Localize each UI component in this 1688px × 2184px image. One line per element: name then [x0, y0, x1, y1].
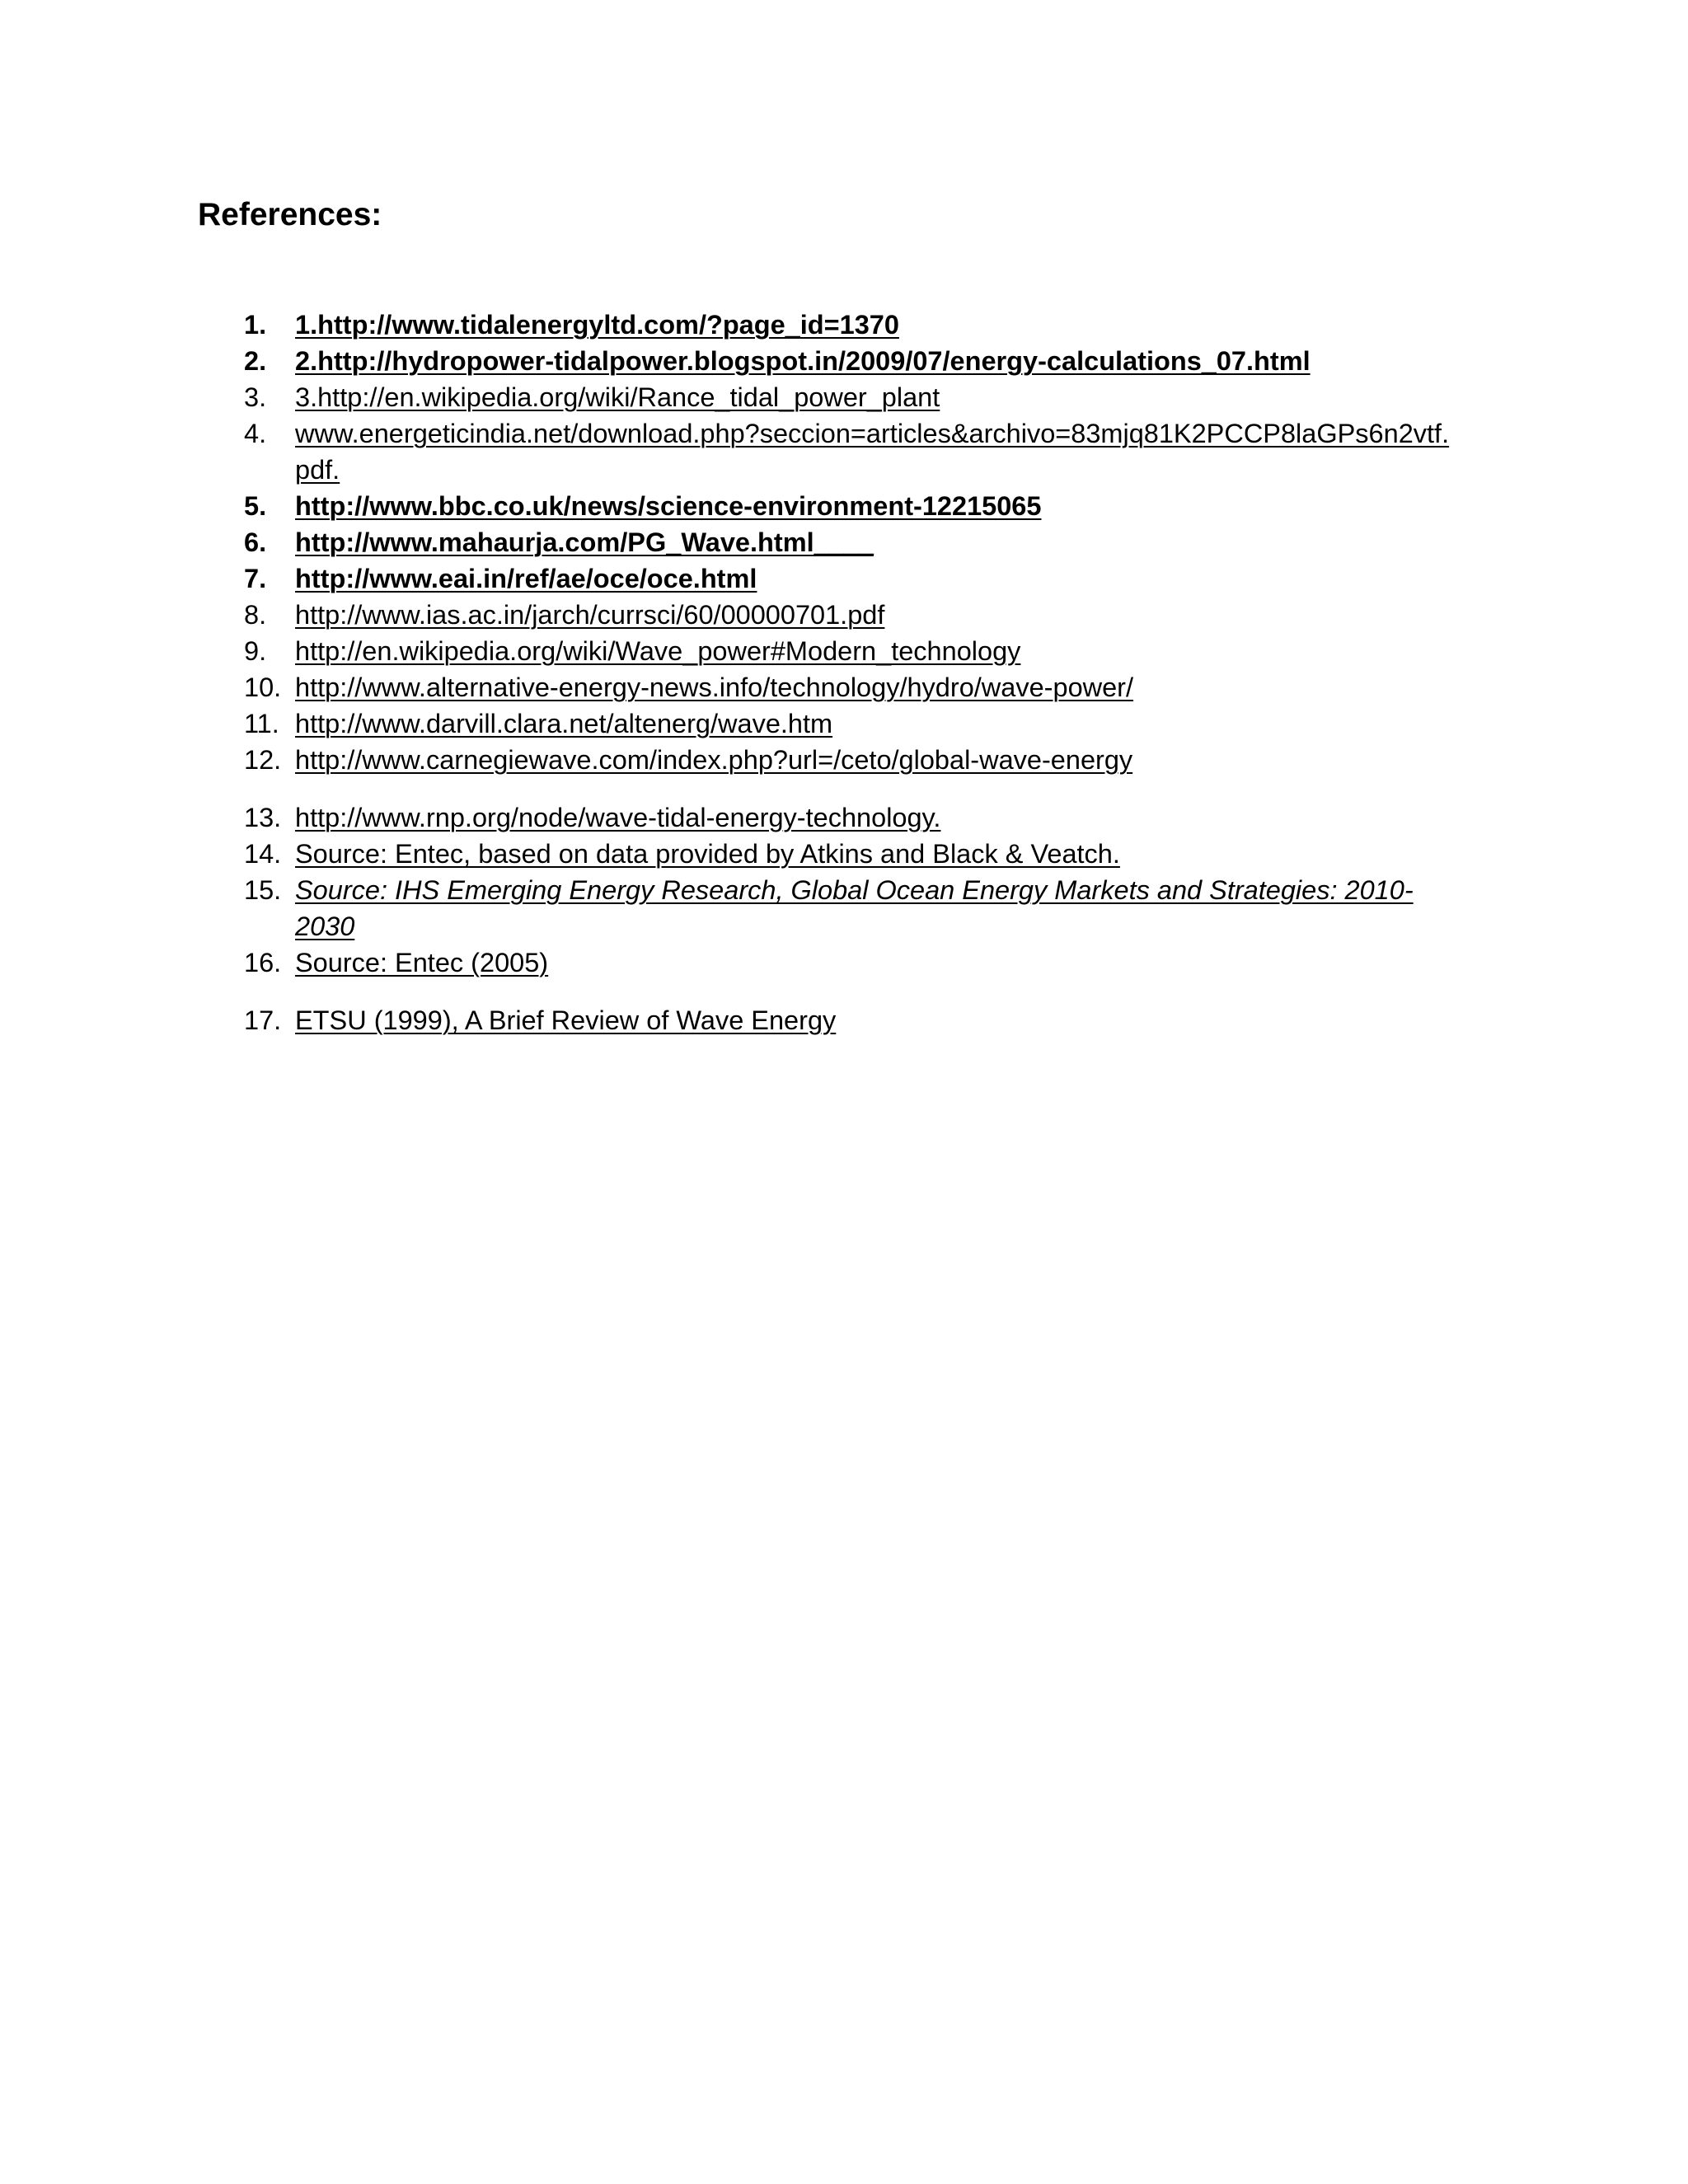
- reference-link[interactable]: 2.http://hydropower-tidalpower.blogspot.in/2009/07/energy-calculations_07.html: [295, 346, 1311, 376]
- reference-link-line-1: www.energeticindia.net/download.php?seccion=articles&archivo=83mjq81K2PCCP8laGPs6n2vtf.: [295, 419, 1450, 448]
- reference-item-5: [0, 488, 1688, 524]
- reference-link[interactable]: http://www.alternative-energy-news.info/technology/hydro/wave-power/: [295, 673, 1134, 702]
- reference-number: 9.: [244, 636, 267, 666]
- reference-item-1: [0, 307, 1688, 343]
- reference-item-11: [0, 705, 1688, 742]
- reference-item-3: [0, 379, 1688, 415]
- reference-link[interactable]: http://www.eai.in/ref/ae/oce/oce.html: [295, 564, 757, 593]
- reference-list: [0, 307, 1688, 1038]
- reference-number: 2.: [244, 346, 267, 376]
- reference-item-14: [0, 836, 1688, 872]
- reference-number: 5.: [244, 491, 267, 521]
- reference-number: 6.: [244, 527, 267, 557]
- reference-number: 17.: [244, 1005, 282, 1035]
- reference-item-2: [0, 343, 1688, 379]
- reference-number: 16.: [244, 948, 282, 977]
- reference-item-10: [0, 669, 1688, 705]
- reference-number: 14.: [244, 839, 282, 869]
- reference-link[interactable]: http://www.darvill.clara.net/altenerg/wave.htm: [295, 709, 833, 738]
- reference-number: 3.: [244, 382, 267, 412]
- reference-number: 1.: [244, 310, 267, 340]
- reference-number: 7.: [244, 564, 267, 593]
- reference-link[interactable]: http://www.rnp.org/node/wave-tidal-energy-technology.: [295, 803, 941, 832]
- reference-link[interactable]: http://www.bbc.co.uk/news/science-environment-12215065: [295, 491, 1042, 521]
- reference-item-7: [0, 560, 1688, 597]
- reference-link-line-2: pdf.: [295, 455, 340, 485]
- reference-number: 8.: [244, 600, 267, 630]
- reference-link[interactable]: http://www.ias.ac.in/jarch/currsci/60/00000701.pdf: [295, 600, 885, 630]
- reference-link[interactable]: http://www.mahaurja.com/PG_Wave.html____: [295, 527, 874, 557]
- reference-source-line-1: Source: IHS Emerging Energy Research, Global Ocean Energy Markets and Strategies: 2010-: [295, 875, 1414, 905]
- reference-link[interactable]: 1.http://www.tidalenergyltd.com/?page_id=1370: [295, 310, 899, 340]
- reference-item-12: [0, 742, 1688, 778]
- reference-source: [295, 872, 1490, 944]
- reference-link[interactable]: [295, 415, 1490, 488]
- reference-source-line-2: 2030: [295, 912, 355, 941]
- reference-number: 4.: [244, 419, 267, 448]
- reference-item-9: [0, 633, 1688, 669]
- reference-item-16: [0, 944, 1688, 981]
- reference-item-15: [0, 872, 1688, 944]
- reference-link[interactable]: http://en.wikipedia.org/wiki/Wave_power#Modern_technology: [295, 636, 1021, 666]
- reference-link[interactable]: http://www.carnegiewave.com/index.php?url=/ceto/global-wave-energy: [295, 745, 1133, 775]
- reference-number: 10.: [244, 673, 282, 702]
- reference-number: 13.: [244, 803, 282, 832]
- reference-item-8: [0, 597, 1688, 633]
- reference-number: 15.: [244, 875, 282, 905]
- reference-item-13: [0, 799, 1688, 836]
- reference-number: 11.: [244, 709, 279, 738]
- reference-source: ETSU (1999), A Brief Review of Wave Energy: [295, 1005, 837, 1035]
- reference-link[interactable]: 3.http://en.wikipedia.org/wiki/Rance_tidal_power_plant: [295, 382, 940, 412]
- reference-number: 12.: [244, 745, 282, 775]
- reference-item-6: [0, 524, 1688, 560]
- reference-source: Source: Entec, based on data provided by Atkins and Black & Veatch.: [295, 839, 1120, 869]
- page-title: References:: [198, 197, 382, 232]
- reference-source: Source: Entec (2005): [295, 948, 549, 977]
- reference-item-17: [0, 1002, 1688, 1038]
- reference-item-4: [0, 415, 1688, 488]
